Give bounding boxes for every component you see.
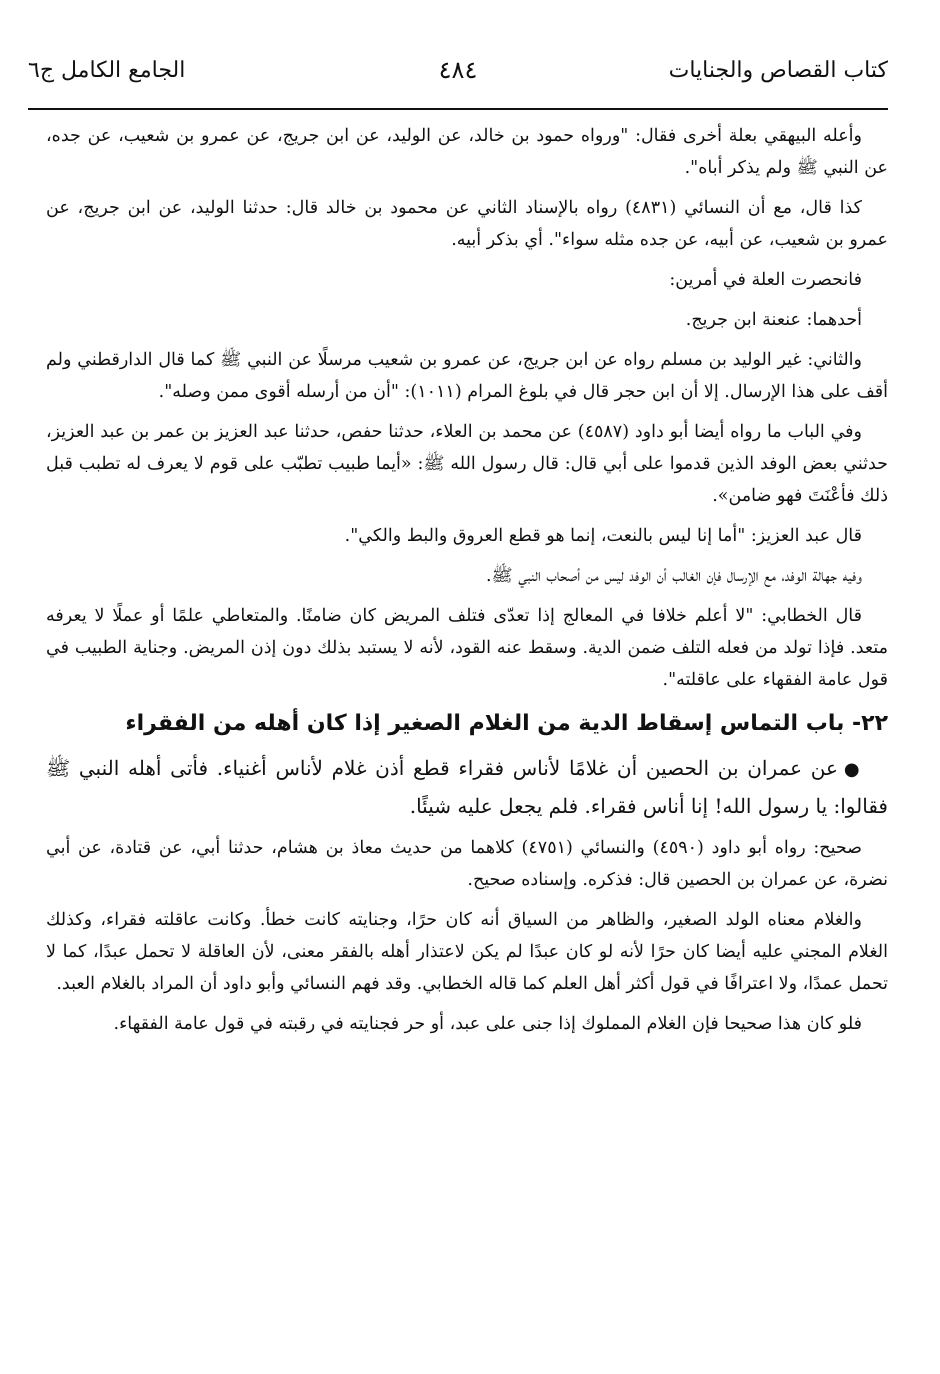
paragraph: والثاني: غير الوليد بن مسلم رواه عن ابن جريج، عن عمرو بن شعيب مرسلًا عن النبي ﷺ كما قال الدارقطني ولم أقف على هذا الإرسال. إلا أن ابن حجر قال في بلوغ المرام (١٠١١): "أن من أرسله أقوى ممن وصله". <box>46 350 888 402</box>
chapter-heading: ٢٢- باب التماس إسقاط الدية من الغلام الصغير إذا كان أهله من الفقراء <box>125 711 888 736</box>
book-title: كتاب القصاص والجنايات <box>668 58 888 83</box>
volume-label: الجامع الكامل ج٦ <box>28 58 186 83</box>
page-body <box>46 120 888 1048</box>
paragraph: قال الخطابي: "لا أعلم خلافا في المعالج إذا تعدّى فتلف المريض كان ضامنًا. والمتعاطي علمًا أو عملًا لا يعرفه متعد. فإذا تولد من فعله التلف ضمن الدية. وسقط عنه القود، لأنه لا يستبد بذلك دون إذن المريض. وجناية الطبيب في قول عامة الفقهاء على عاقلته". <box>46 606 888 690</box>
paragraph: والغلام معناه الولد الصغير، والظاهر من السياق أنه كان حرًا، وجنايته كانت خطأ. وكانت عاقلته فقراء، وكذلك الغلام المجني عليه أيضا كان حرًا لأنه لو كان عبدًا لم يكن لاعتذار أهله بالفقر معنى، لأن العاقلة لا تحمل عبدًا، كما لا تحمل عمدًا، ولا اعترافًا في قول أكثر أهل العلم كما قاله الخطابي. وقد فهم النسائي وأبو داود أن المراد بالغلام العبد. <box>46 910 889 994</box>
page-header <box>28 52 888 92</box>
paragraph: فانحصرت العلة في أمرين: <box>669 270 862 290</box>
page-number: ٤٨٤ <box>438 56 478 84</box>
paragraph: أحدهما: عنعنة ابن جريج. <box>685 310 862 330</box>
paragraph: فلو كان هذا صحيحا فإن الغلام المملوك إذا جنى على عبد، أو حر فجنايته في رقبته في قول عامة الفقهاء. <box>113 1014 862 1034</box>
paragraph: صحيح: رواه أبو داود (٤٥٩٠) والنسائي (٤٧٥١) كلاهما من حديث معاذ بن هشام، حدثنا أبي، عن قتادة، عن أبي نضرة، عن عمران بن الحصين قال: فذكره. وإسناده صحيح. <box>46 838 888 890</box>
hadith-body: عن عمران بن الحصين أن غلامًا لأناس فقراء قطع أذن غلام لأناس أغنياء. فأتى أهله النبي ﷺ فقالوا: يا رسول الله! إنا أناس فقراء. فلم يجعل عليه شيئًا. <box>46 756 888 818</box>
header-divider <box>28 108 888 110</box>
paragraph: وفي الباب ما رواه أيضا أبو داود (٤٥٨٧) عن محمد بن العلاء، حدثنا حفص، حدثنا عبد العزيز بن عمر بن عبد العزيز، حدثني بعض الوفد الذين قدموا على أبي قال: قال رسول الله ﷺ: «أيما طبيب تطبّب على قوم لا يعرف له تطبب قبل ذلك فأعْنَتَ فهو ضامن». <box>46 422 888 506</box>
paragraph: قال عبد العزيز: "أما إنا ليس بالنعت، إنما هو قطع العروق والبط والكي". <box>344 526 862 546</box>
paragraph: وفيه جهالة الوفد، مع الإرسال فإن الغالب أن الوفد ليس من أصحاب النبي ﷺ. <box>485 566 862 586</box>
paragraph: وأعله البيهقي بعلة أخرى فقال: "ورواه حمود بن خالد، عن الوليد، عن ابن جريج، عن عمرو بن شعيب، عن جده، عن النبي ﷺ ولم يذكر أباه". <box>46 126 888 178</box>
paragraph: كذا قال، مع أن النسائي (٤٨٣١) رواه بالإسناد الثاني عن محمود بن خالد قال: حدثنا الوليد، عن ابن جريج، عن عمرو بن شعيب، عن أبيه، عن جده مثله سواء". أي بذكر أبيه. <box>46 198 888 250</box>
hadith-text <box>46 750 888 824</box>
bullet-icon: ● <box>843 759 862 780</box>
